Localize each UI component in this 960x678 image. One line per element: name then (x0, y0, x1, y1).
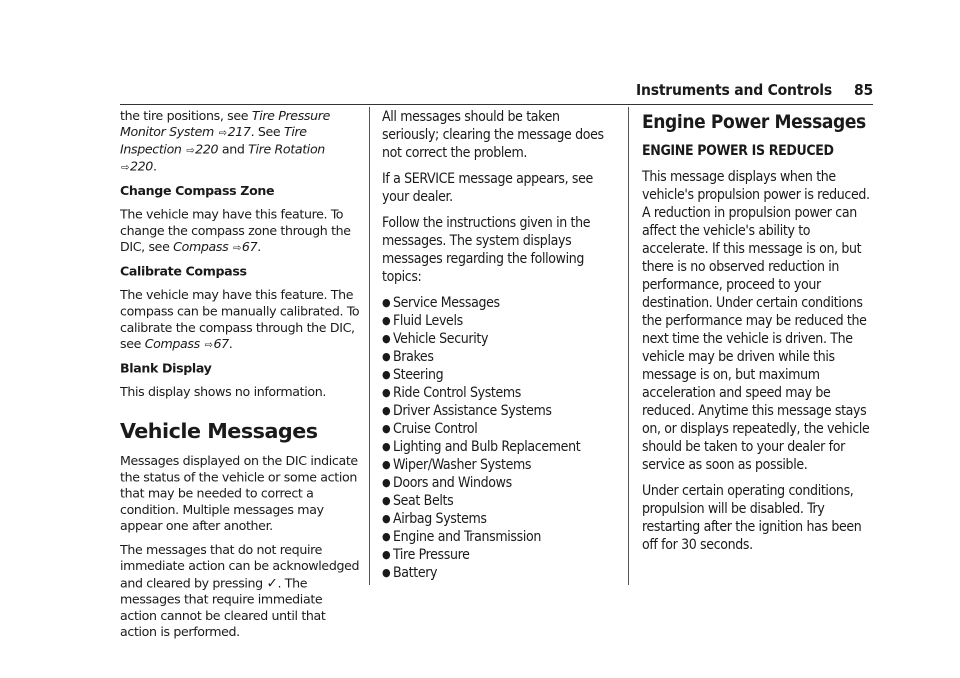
list-item-label: Ride Control Systems (393, 385, 522, 401)
list-item (382, 474, 612, 492)
page-number: 85 (853, 81, 873, 99)
service-paragraph: If a SERVICE message appears, see your dealer. (382, 171, 593, 205)
acknowledge-paragraph: The messages that do not require immediate action can be acknowledged and cleared by pressing ✓. The messages that require immediate action cannot be cleared until that action is performed. (120, 542, 360, 640)
column-divider (628, 107, 629, 585)
list-item-label: Tire Pressure (393, 547, 470, 563)
instructions-paragraph: Follow the instructions given in the messages. The system displays messages regarding the following topics: (382, 215, 591, 285)
bullet-icon: ● (382, 440, 391, 453)
bullet-icon: ● (382, 548, 391, 561)
bullet-icon: ● (382, 296, 391, 309)
list-item-label: Fluid Levels (393, 313, 463, 329)
list-item (382, 438, 612, 456)
messages-paragraph: All messages should be taken seriously; clearing the message does not correct the problem. (382, 109, 604, 161)
list-item (382, 546, 612, 564)
page-reference-arrow-icon: ⇨ (121, 161, 129, 174)
tire-reference-paragraph: the tire positions, see Tire Pressure Monitor System ⇨217. See Tire Inspection ⇨220 and Tire Rotation ⇨220. (120, 108, 330, 175)
section-title: Instruments and Controls (636, 81, 832, 99)
tire-inspection-link[interactable]: Tire Inspection (120, 125, 307, 157)
topics-list (382, 294, 612, 582)
list-item (382, 564, 612, 582)
bullet-icon: ● (382, 386, 391, 399)
tire-pressure-page[interactable]: 217 (227, 125, 251, 140)
list-item-label: Airbag Systems (393, 511, 487, 527)
page-reference-arrow-icon: ⇨ (204, 339, 213, 351)
list-item-label: Service Messages (393, 295, 500, 311)
tire-rotation-link[interactable]: Tire Rotation (248, 142, 325, 157)
compass-page[interactable]: 67 (241, 240, 258, 255)
list-item (382, 384, 612, 402)
column-1 (120, 108, 360, 648)
checkmark-icon: ✓ (266, 574, 278, 591)
blank-display-paragraph: This display shows no information. (120, 385, 327, 400)
page-reference-arrow-icon: ⇨ (232, 242, 241, 254)
change-compass-paragraph: The vehicle may have this feature. To change the compass zone through the DIC, see Compass ⇨67. (120, 207, 351, 255)
blank-display-heading: Blank Display (120, 361, 212, 377)
list-item-label: Brakes (393, 349, 434, 365)
list-item (382, 294, 612, 312)
list-item-label: Engine and Transmission (393, 529, 541, 545)
bullet-icon: ● (382, 404, 391, 417)
bullet-icon: ● (382, 422, 391, 435)
engine-power-reduced-subheading: ENGINE POWER IS REDUCED (642, 143, 834, 159)
list-item-label: Doors and Windows (393, 475, 512, 491)
page-header (0, 81, 873, 99)
engine-power-heading: Engine Power Messages (642, 111, 866, 133)
list-item (382, 330, 612, 348)
bullet-icon: ● (382, 530, 391, 543)
page-reference-arrow-icon: ⇨ (186, 144, 195, 157)
list-item (382, 312, 612, 330)
list-item-label: Lighting and Bulb Replacement (393, 439, 581, 455)
compass-link[interactable]: Compass (144, 337, 200, 352)
column-divider (369, 107, 370, 585)
change-compass-zone-heading: Change Compass Zone (120, 184, 275, 199)
list-item-label: Cruise Control (393, 421, 478, 437)
compass-page[interactable]: 67 (213, 337, 229, 352)
list-item (382, 402, 612, 420)
tire-inspection-page[interactable]: 220 (195, 142, 219, 157)
column-2 (382, 108, 612, 582)
bullet-icon: ● (382, 566, 391, 579)
list-item (382, 456, 612, 474)
bullet-icon: ● (382, 512, 391, 525)
calibrate-compass-paragraph: The vehicle may have this feature. The compass can be manually calibrated. To calibrate the compass through the DIC, see Compass ⇨67. (120, 288, 360, 352)
list-item (382, 492, 612, 510)
engine-power-paragraph: This message displays when the vehicle's propulsion power is reduced. A reduction in propulsion power can affect the vehicle's ability to accelerate. If this message is on, but there is no observed reduction in performance, proceed to your destination. Under certain conditions the performance may be reduced the next time the vehicle is driven. The vehicle may be driven while this message is on, but maximum acceleration and speed may be reduced. Anytime this message stays on, or displays repeatedly, the vehicle should be taken to your dealer for service as soon as possible. (642, 169, 870, 473)
list-item-label: Vehicle Security (393, 331, 489, 347)
bullet-icon: ● (382, 368, 391, 381)
list-item-label: Seat Belts (393, 493, 454, 509)
bullet-icon: ● (382, 314, 391, 327)
bullet-icon: ● (382, 350, 391, 363)
compass-link[interactable]: Compass (173, 240, 229, 255)
list-item (382, 348, 612, 366)
list-item (382, 366, 612, 384)
list-item (382, 510, 612, 528)
vehicle-messages-heading: Vehicle Messages (120, 419, 318, 444)
list-item (382, 528, 612, 546)
calibrate-compass-heading: Calibrate Compass (120, 264, 247, 280)
bullet-icon: ● (382, 332, 391, 345)
bullet-icon: ● (382, 458, 391, 471)
vehicle-messages-paragraph: Messages displayed on the DIC indicate the status of the vehicle or some action that may be needed to correct a condition. Multiple messages may appear one after another. (120, 454, 358, 534)
list-item-label: Driver Assistance Systems (393, 403, 552, 419)
list-item (382, 420, 612, 438)
list-item-label: Wiper/Washer Systems (393, 457, 532, 473)
header-rule (120, 104, 873, 105)
tire-pressure-link[interactable]: Tire Pressure Monitor System (120, 108, 330, 140)
bullet-icon: ● (382, 494, 391, 507)
column-3 (642, 108, 874, 562)
page-reference-arrow-icon: ⇨ (218, 127, 227, 139)
tire-rotation-page[interactable]: 220 (129, 159, 153, 175)
bullet-icon: ● (382, 476, 391, 489)
list-item-label: Steering (393, 367, 444, 383)
list-item-label: Battery (393, 565, 438, 581)
propulsion-paragraph: Under certain operating conditions, propulsion will be disabled. Try restarting after the ignition has been off for 30 seconds. (642, 483, 862, 553)
